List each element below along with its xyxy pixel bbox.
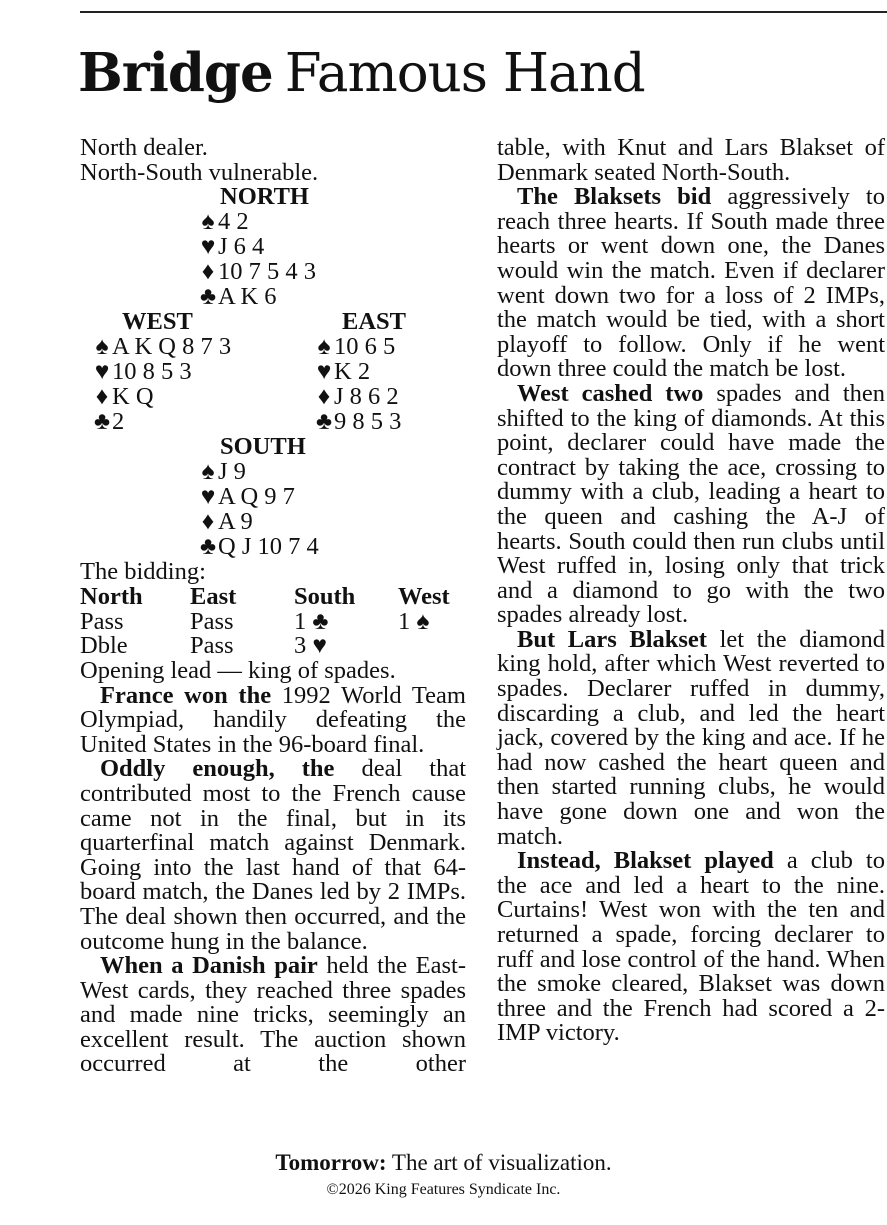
paragraph: When a Danish pair held the East-West cards, they reached three spades and made nine tricks, seemingly an excellent result. The auction shown occurred at the other xyxy=(80,952,467,1078)
bid-cell: Pass xyxy=(190,632,234,660)
south-spades: ♠ J 9 xyxy=(198,460,246,485)
club-icon: ♣ xyxy=(93,408,111,436)
bid-cell: Pass xyxy=(190,607,234,635)
west-diamonds: ♦ K Q xyxy=(92,385,154,410)
east-diamonds: ♦ J 8 6 2 xyxy=(314,385,399,410)
paragraph: France won the 1992 World Team Olympiad, handily defeating the United States in the 96-board final. xyxy=(80,681,466,758)
east-label: EAST xyxy=(342,308,407,336)
paragraph: Instead, Blakset played a club to the ace and led a heart to the nine. Curtains! West won with the ten and returned a spade, forcing declarer to ruff and lose control of the hand. When the smoke cleared, Blakset was down three and the French had scored a 2-IMP victory. xyxy=(497,847,885,1047)
paragraph: The Blaksets bid aggressively to reach three hearts. If South made three hearts or went down one, the Danes would win the match. Even if declarer went down two for a loss of 2 IMPs, the match would be tied, with a short playoff to follow. Only if he went down three could the match be lost. xyxy=(497,183,885,383)
bid-cell: Dble xyxy=(80,632,128,660)
bidding-row xyxy=(80,607,466,635)
heart-icon: ♥ xyxy=(200,233,216,261)
diamond-icon: ♦ xyxy=(95,383,109,411)
article-left-text xyxy=(80,681,467,1078)
spade-icon: ♠ xyxy=(317,333,331,361)
paragraph: table, with Knut and Lars Blakset of Denmark seated North-South. xyxy=(497,134,885,186)
diamond-icon: ♦ xyxy=(201,258,215,286)
club-icon: ♣ xyxy=(199,283,217,311)
west-clubs: ♣2 xyxy=(93,408,125,436)
bid-cell xyxy=(398,634,466,659)
top-rule xyxy=(80,11,887,13)
west-hearts: ♥ 10 8 5 3 xyxy=(92,360,192,385)
south-hearts: ♥ A Q 9 7 xyxy=(198,485,295,510)
north-clubs: ♣A K 6 xyxy=(199,283,277,311)
north-hearts: ♥ J 6 4 xyxy=(198,235,264,260)
bid-cell: Pass xyxy=(80,607,124,635)
right-column xyxy=(497,136,885,1046)
club-icon: ♣ xyxy=(199,533,217,561)
paragraph: But Lars Blakset let the diamond king hold, after which West reverted to spades. Declarer ruffed in dummy, discarding a club, and led the heart jack, covered by the king and ace. If he had now cashed the heart queen and then started running clubs, he would have gone down one and won the match. xyxy=(497,625,885,850)
bidding-row xyxy=(80,634,466,659)
hand-diagram xyxy=(80,185,466,610)
heart-icon: ♥ xyxy=(200,483,216,511)
vulnerable-line: North-South vulnerable. xyxy=(80,158,319,186)
paragraph: West cashed two spades and then shifted to the king of diamonds. At this point, declarer could have made the contract by taking the ace, crossing to dummy with a club, leading a heart to the queen and cashing the A-J of hearts. South could then run clubs until West ruffed in, losing only that trick and a diamond to go with the two spades already lost. xyxy=(497,379,886,629)
bid-cell: 1 ♣ xyxy=(294,607,329,635)
spade-icon: ♠ xyxy=(95,333,109,361)
heart-icon: ♥ xyxy=(316,358,332,386)
title-light: Famous Hand xyxy=(284,43,645,104)
opening-lead: Opening lead — king of spades. xyxy=(80,656,396,684)
north-spades: ♠ 4 2 xyxy=(198,210,249,235)
club-icon: ♣ xyxy=(315,408,333,436)
north-label: NORTH xyxy=(220,183,309,211)
bid-header-west: West xyxy=(398,583,450,611)
east-hearts: ♥ K 2 xyxy=(314,360,370,385)
bid-header-south: South xyxy=(294,583,356,611)
bid-cell: 3 ♥ xyxy=(294,632,327,660)
south-diamonds: ♦ A 9 xyxy=(198,510,253,535)
dealer-line: North dealer. xyxy=(80,134,208,161)
bidding-label: The bidding: xyxy=(80,558,206,586)
bid-header-north: North xyxy=(80,583,143,611)
south-label: SOUTH xyxy=(220,433,306,461)
left-column xyxy=(80,136,466,1077)
spade-icon: ♠ xyxy=(201,208,215,236)
title-bold: Bridge xyxy=(78,42,273,104)
south-clubs: ♣Q J 10 7 4 xyxy=(199,533,319,561)
east-spades: ♠ 10 6 5 xyxy=(314,335,395,360)
west-label: WEST xyxy=(122,308,193,336)
spade-icon: ♠ xyxy=(201,458,215,486)
heart-icon: ♥ xyxy=(94,358,110,386)
copyright: ©2026 King Features Syndicate Inc. xyxy=(326,1181,561,1198)
west-spades: ♠ A K Q 8 7 3 xyxy=(92,335,231,360)
tomorrow-teaser: Tomorrow: The art of visualization. xyxy=(275,1150,612,1175)
diamond-icon: ♦ xyxy=(201,508,215,536)
bid-cell: 1 ♠ xyxy=(398,607,430,635)
paragraph: Oddly enough, the deal that contributed most to the French cause came not in the final, but in its quarterfinal match against Denmark. Going into the last hand of that 64-board match, the Danes led by 2 IMPs. The deal shown then occurred, and the outcome hung in the balance. xyxy=(80,755,467,955)
north-diamonds: ♦ 10 7 5 4 3 xyxy=(198,260,316,285)
page-title xyxy=(78,40,645,120)
east-clubs: ♣9 8 5 3 xyxy=(315,408,402,436)
diamond-icon: ♦ xyxy=(317,383,331,411)
bid-header-east: East xyxy=(190,583,237,611)
